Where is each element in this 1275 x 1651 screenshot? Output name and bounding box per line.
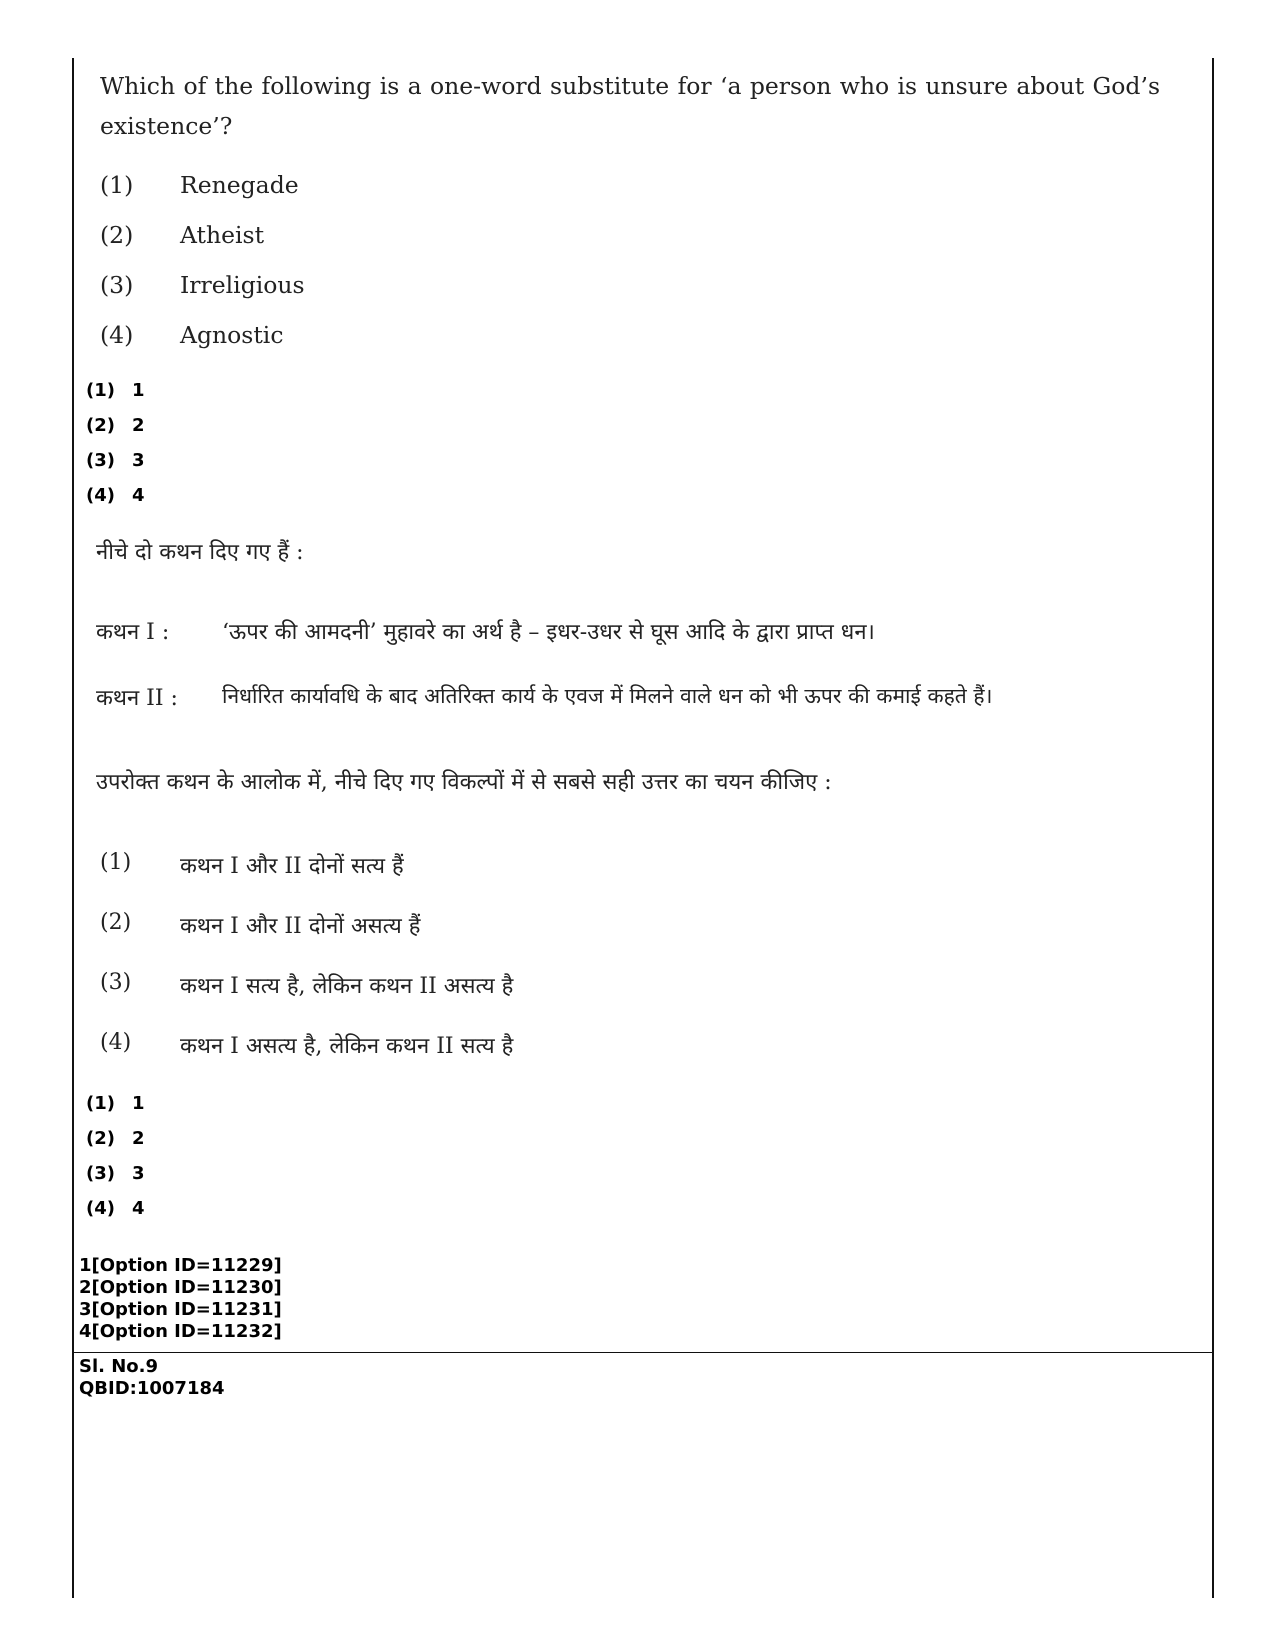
question-b-intro: नीचे दो कथन दिए गए हैं : (96, 540, 304, 565)
question-b-answer-3 (86, 1163, 145, 1184)
question-divider (72, 1352, 1214, 1353)
answer-value: 1 (132, 1093, 145, 1114)
option-number: (2) (100, 910, 132, 935)
answer-number: (4) (86, 1198, 115, 1219)
answer-number: (3) (86, 450, 115, 471)
option-text: Agnostic (180, 321, 284, 349)
option-number: (4) (100, 321, 134, 349)
question-a-answer-4 (86, 485, 145, 506)
option-id-line: 2[Option ID=11230] (79, 1277, 282, 1298)
option-number: (3) (100, 271, 134, 299)
question-a-option-2 (100, 221, 264, 249)
statement-1-text: ‘ऊपर की आमदनी’ मुहावरे का अर्थ है – इधर-उधर से घूस आदि के द्वारा प्राप्त धन। (222, 620, 875, 645)
question-b-instruction: उपरोक्त कथन के आलोक में, नीचे दिए गए विकल्पों में से सबसे सही उत्तर का चयन कीजिए : (96, 770, 832, 795)
option-text: कथन I और II दोनों सत्य हैं (180, 854, 404, 879)
option-text: Atheist (180, 221, 265, 249)
question-a-option-1 (100, 171, 299, 199)
question-a-answer-3 (86, 450, 145, 471)
answer-value: 3 (132, 450, 145, 471)
question-b-option-4 (100, 1030, 513, 1060)
answer-value: 2 (132, 1128, 145, 1149)
option-text: कथन I सत्य है, लेकिन कथन II असत्य है (180, 974, 514, 999)
next-question-header (79, 1356, 225, 1400)
option-number: (4) (100, 1030, 132, 1055)
question-a-answer-2 (86, 415, 145, 436)
option-text: कथन I और II दोनों असत्य हैं (180, 914, 421, 939)
question-b-answer-1 (86, 1093, 145, 1114)
question-b-answer-4 (86, 1198, 145, 1219)
answer-value: 1 (132, 380, 145, 401)
question-b-option-3 (100, 970, 513, 1000)
question-b-option-1 (100, 850, 404, 880)
option-number: (3) (100, 970, 132, 995)
question-a-option-3 (100, 271, 305, 299)
statement-1-label: कथन I : (96, 620, 170, 645)
left-border (72, 58, 74, 1598)
answer-value: 3 (132, 1163, 145, 1184)
answer-value: 4 (132, 485, 145, 506)
option-id-line: 4[Option ID=11232] (79, 1321, 282, 1342)
question-a-answer-1 (86, 380, 145, 401)
option-id-list (79, 1255, 282, 1343)
answer-number: (1) (86, 380, 115, 401)
right-border (1212, 58, 1214, 1598)
answer-value: 2 (132, 415, 145, 436)
answer-number: (3) (86, 1163, 115, 1184)
question-a-option-4 (100, 321, 283, 349)
serial-number: Sl. No.9 (79, 1356, 159, 1377)
answer-number: (2) (86, 415, 115, 436)
option-id-line: 1[Option ID=11229] (79, 1255, 282, 1276)
option-number: (2) (100, 221, 134, 249)
answer-number: (2) (86, 1128, 115, 1149)
option-text: Renegade (180, 171, 299, 199)
answer-value: 4 (132, 1198, 145, 1219)
option-number: (1) (100, 850, 132, 875)
answer-number: (1) (86, 1093, 115, 1114)
option-number: (1) (100, 171, 134, 199)
statement-2-text: निर्धारित कार्यावधि के बाद अतिरिक्त कार्य के एवज में मिलने वाले धन को भी ऊपर की कमाई कहते हैं। (222, 684, 993, 708)
qbid: QBID:1007184 (79, 1378, 225, 1399)
option-id-line: 3[Option ID=11231] (79, 1299, 282, 1320)
question-a-text: Which of the following is a one-word substitute for ‘a person who is unsure about God’s existence’? (100, 72, 1160, 140)
question-b-option-2 (100, 910, 421, 940)
question-b-answer-2 (86, 1128, 145, 1149)
answer-number: (4) (86, 485, 115, 506)
option-text: कथन I असत्य है, लेकिन कथन II सत्य है (180, 1034, 514, 1059)
option-text: Irreligious (180, 271, 305, 299)
statement-2-label: कथन II : (96, 686, 178, 711)
